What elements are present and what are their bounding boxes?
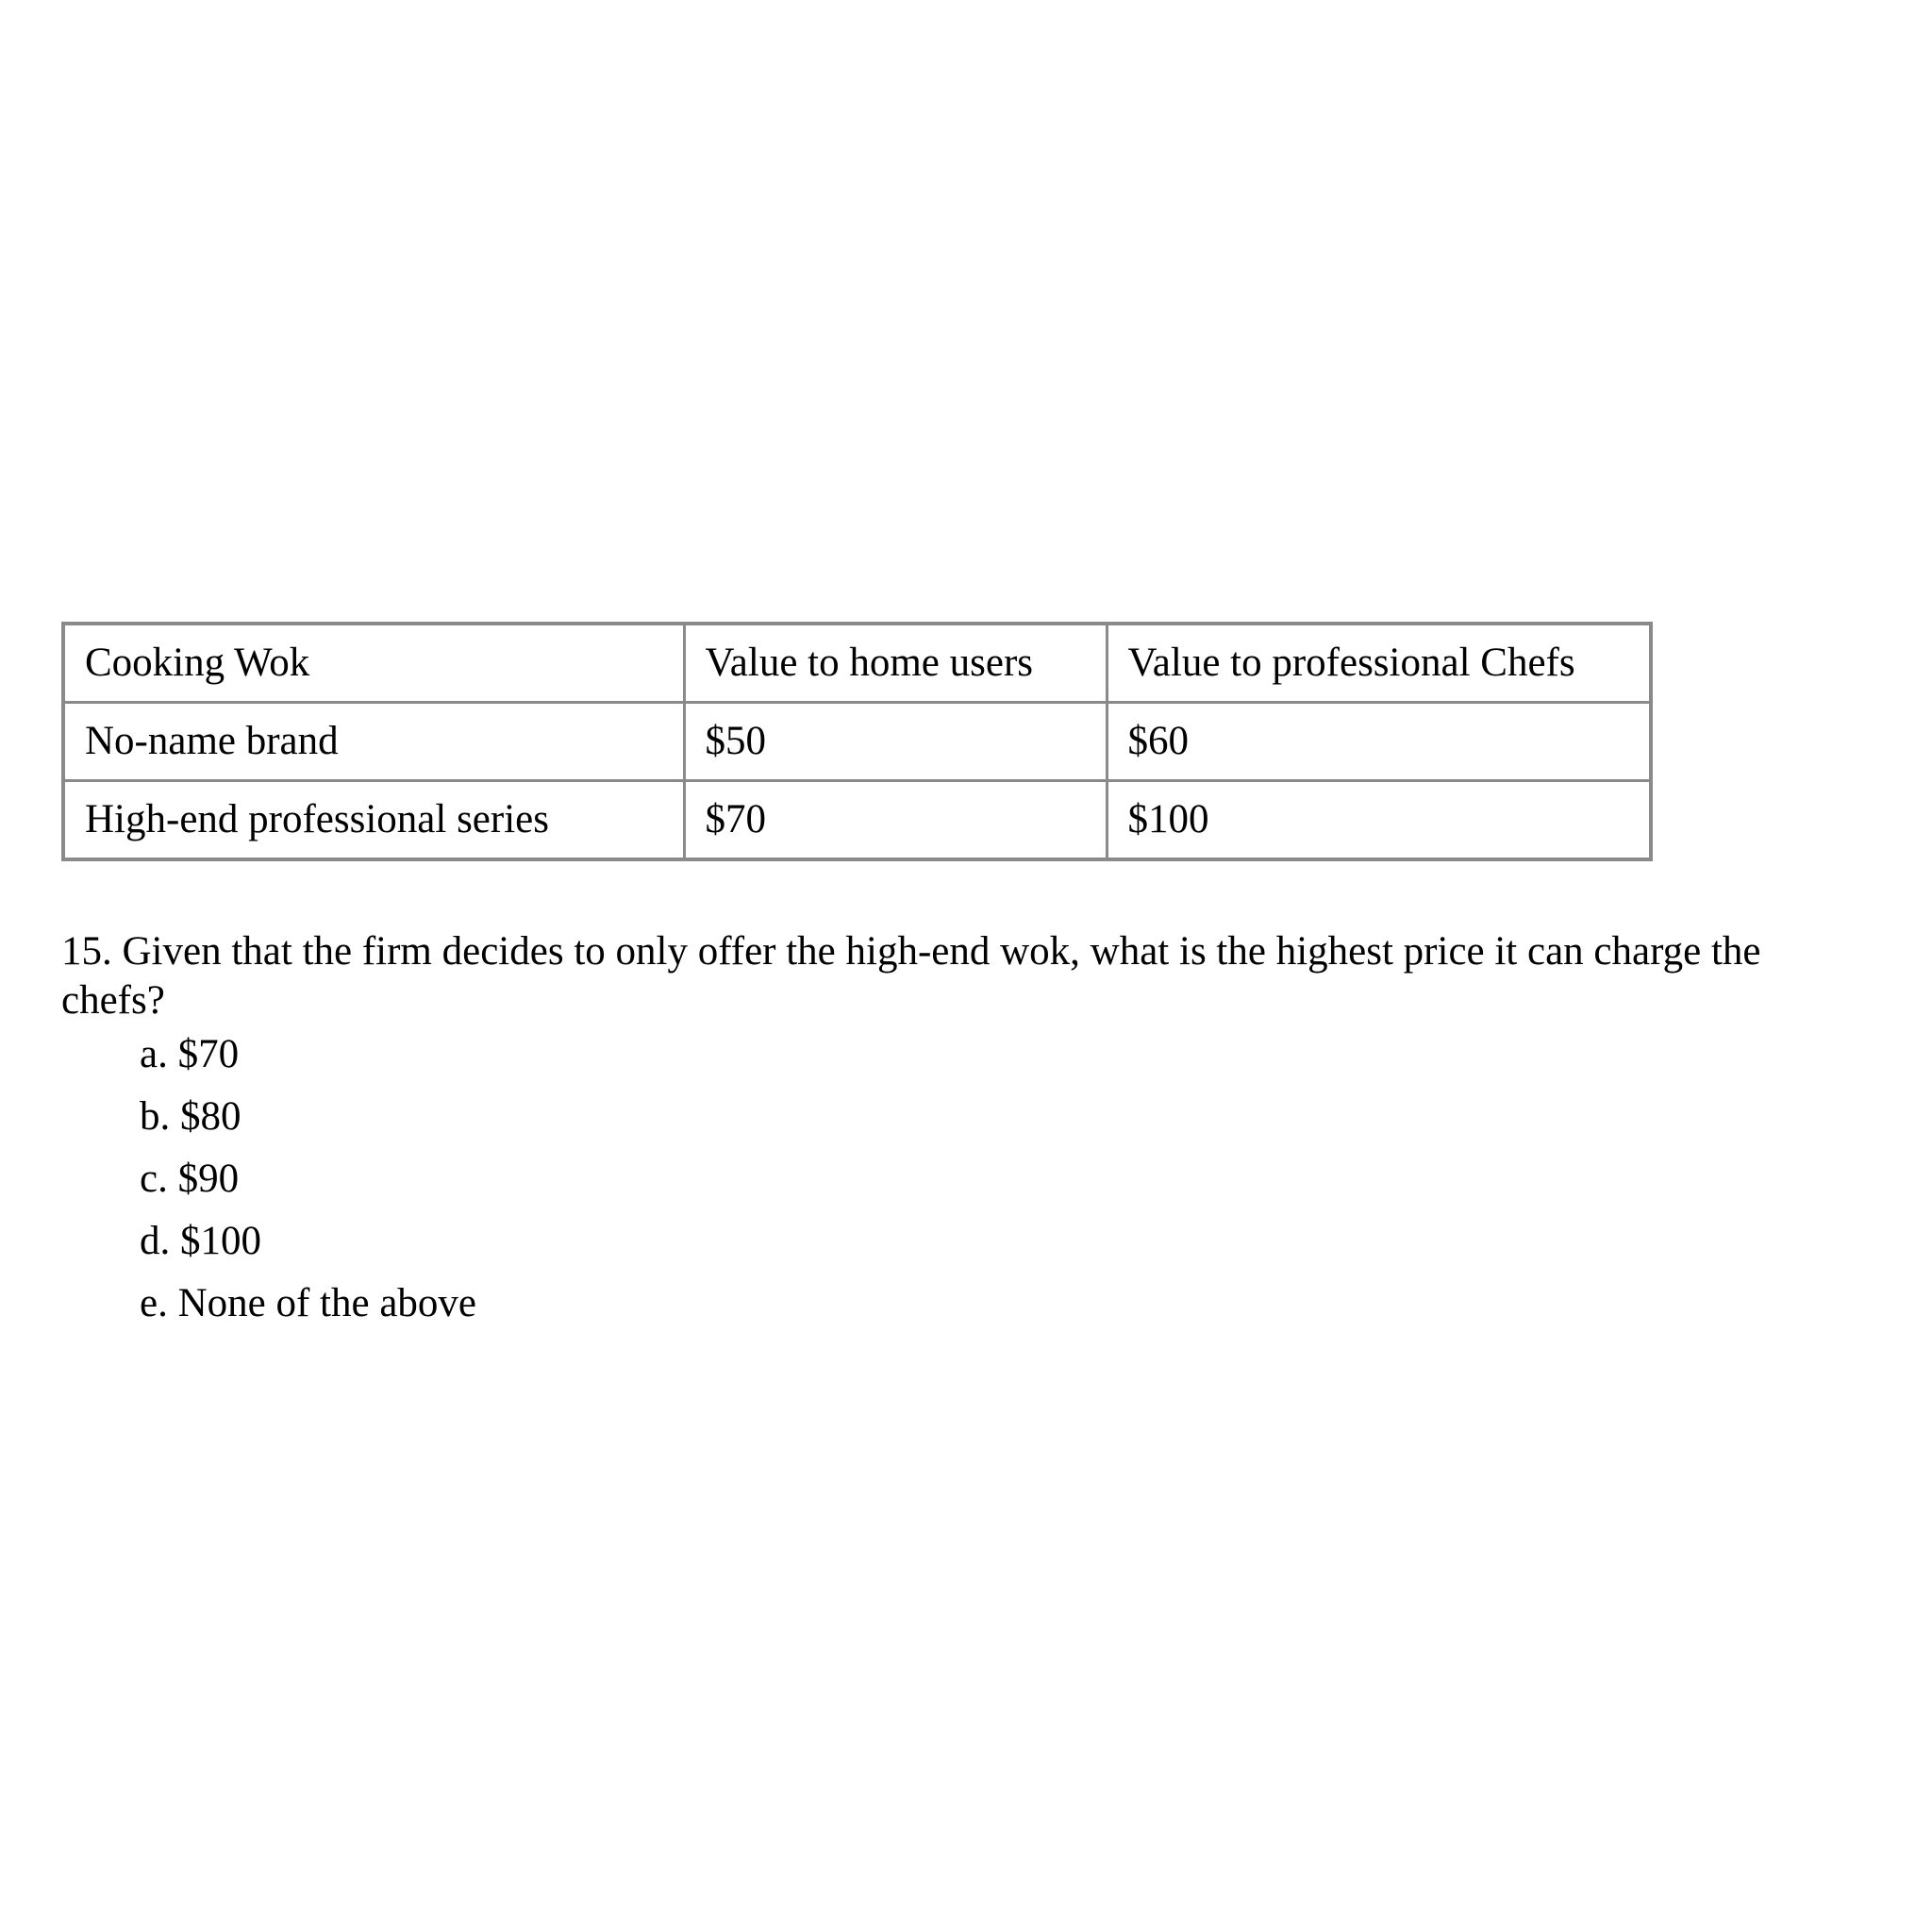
answer-options [140, 1030, 476, 1341]
question-text: 15. Given that the firm decides to only offer the high-end wok, what is the highest price it can charge the chefs? [61, 929, 1761, 1023]
row-label-no-name: No-name brand [63, 703, 684, 781]
table-header-row [63, 624, 1651, 703]
option-d: d. $100 [140, 1219, 261, 1263]
header-home-users: Value to home users [684, 624, 1107, 703]
cell-value: $50 [684, 703, 1107, 781]
option-e: e. None of the above [140, 1281, 476, 1325]
header-cooking-wok: Cooking Wok [63, 624, 684, 703]
header-professional-chefs: Value to professional Chefs [1107, 624, 1651, 703]
row-label-high-end: High-end professional series [63, 781, 684, 860]
cell-value: $70 [684, 781, 1107, 860]
option-c: c. $90 [140, 1157, 240, 1201]
option-a: a. $70 [140, 1032, 240, 1076]
wok-value-table [61, 622, 1653, 861]
table-row [63, 703, 1651, 781]
cell-value: $100 [1107, 781, 1651, 860]
option-b: b. $80 [140, 1094, 242, 1139]
table-row [63, 781, 1651, 860]
cell-value: $60 [1107, 703, 1651, 781]
